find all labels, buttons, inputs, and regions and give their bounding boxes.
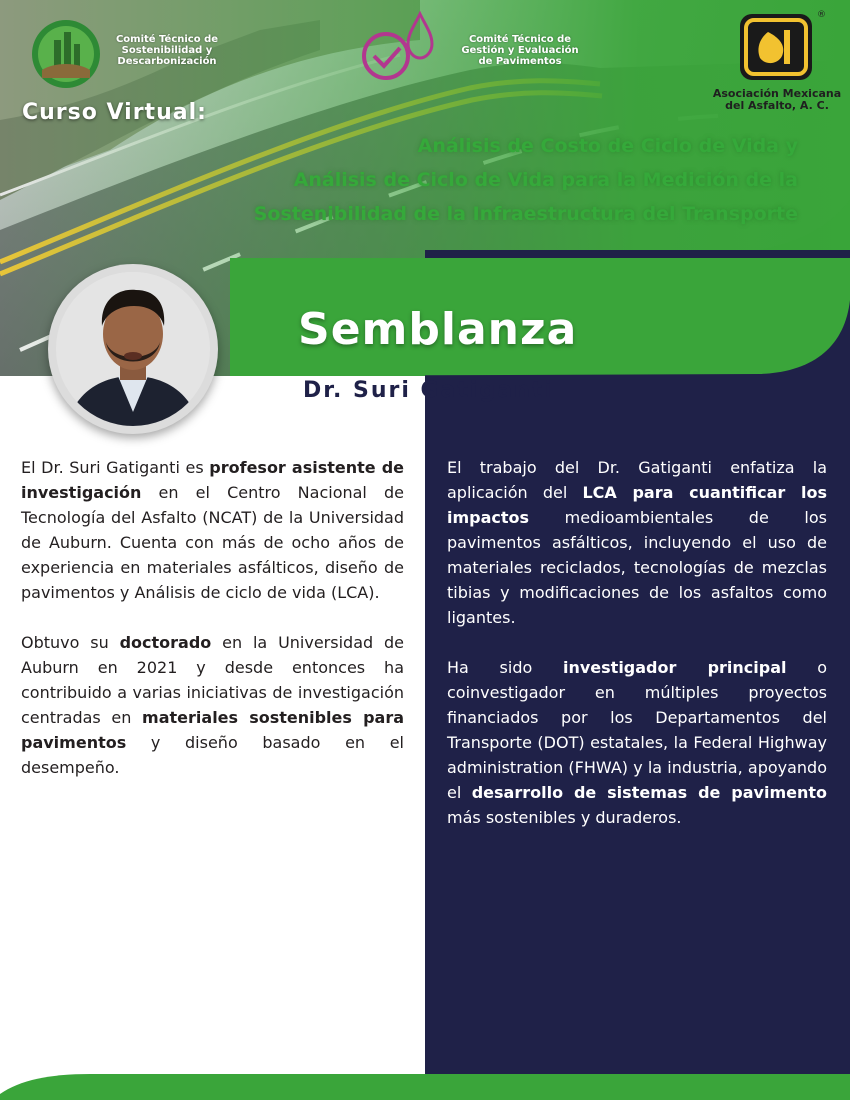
emphasized-text: investigador principal <box>562 658 787 677</box>
course-title-line-2: Análisis de Ciclo de Vida para la Medición de la <box>293 169 798 191</box>
body-text: en la Universidad de Auburn en 2021 y desde entonces ha contribuido a varias iniciativas de investigación centradas en <box>21 633 404 727</box>
body-text: Ha sido <box>447 658 563 677</box>
sustainability-committee-name: Comité Técnico de Sostenibilidad y Descarbonización <box>115 34 219 67</box>
amaac-logo-icon <box>738 12 814 84</box>
body-text: o coinvestigador en múltiples proyectos financiados por los Departamentos del Transporte (DOT) estatales, la Federal Highway administration (FHWA) y la industria, apoyando el <box>447 658 827 802</box>
speaker-name: Dr. Suri Gatiganti <box>303 378 554 403</box>
sustainability-committee-logo-icon <box>30 18 102 90</box>
emphasized-text: materiales sostenibles para pavimentos <box>21 708 404 752</box>
left-paragraph-1 <box>21 455 404 605</box>
body-text: Obtuvo su <box>21 633 120 652</box>
left-column-text <box>21 455 404 805</box>
left-paragraph-2 <box>21 630 404 780</box>
body-text: en el Centro Nacional de Tecnología del Asfalto (NCAT) de la Universidad de Auburn. Cuenta con más de ocho años de experiencia en materiales asfálticos, diseño de pavimentos y Análisis de ciclo de vida (LCA). <box>21 483 404 602</box>
amaac-name: Asociación Mexicana del Asfalto, A. C. <box>712 87 842 112</box>
right-column-text <box>447 455 827 855</box>
pavement-committee-name: Comité Técnico de Gestión y Evaluación de Pavimentos <box>461 34 579 67</box>
course-title-line-1: Análisis de Costo de Ciclo de Vida y <box>417 135 798 157</box>
pavement-committee-logo-icon <box>358 10 440 86</box>
body-text: medioambientales de los pavimentos asfálticos, incluyendo el uso de materiales reciclados, tecnologías de mezclas tibias y modificaciones de los asfaltos como ligantes. <box>447 508 827 627</box>
right-paragraph-1 <box>447 455 827 630</box>
speaker-portrait <box>48 264 218 434</box>
emphasized-text: doctorado <box>119 633 212 652</box>
course-label: Curso Virtual: <box>22 100 207 125</box>
emphasized-text: desarrollo de sistemas de pavimento <box>471 783 827 802</box>
registered-mark: ® <box>817 10 826 20</box>
course-title-line-3: Sostenibilidad de la Infraestructura del Transporte <box>253 203 798 225</box>
bottom-green-wave <box>0 1068 850 1100</box>
body-text: y diseño basado en el desempeño. <box>21 733 404 777</box>
emphasized-text: LCA para cuantificar los impactos <box>447 483 827 527</box>
section-title: Semblanza <box>298 304 578 355</box>
body-text: El Dr. Suri Gatiganti es <box>21 458 210 477</box>
emphasized-text: profesor asistente de investigación <box>21 458 404 502</box>
body-text: más sostenibles y duraderos. <box>447 808 682 827</box>
right-paragraph-2 <box>447 655 827 830</box>
speaker-photo <box>56 272 210 426</box>
body-text: El trabajo del Dr. Gatiganti enfatiza la aplicación del <box>447 458 827 502</box>
